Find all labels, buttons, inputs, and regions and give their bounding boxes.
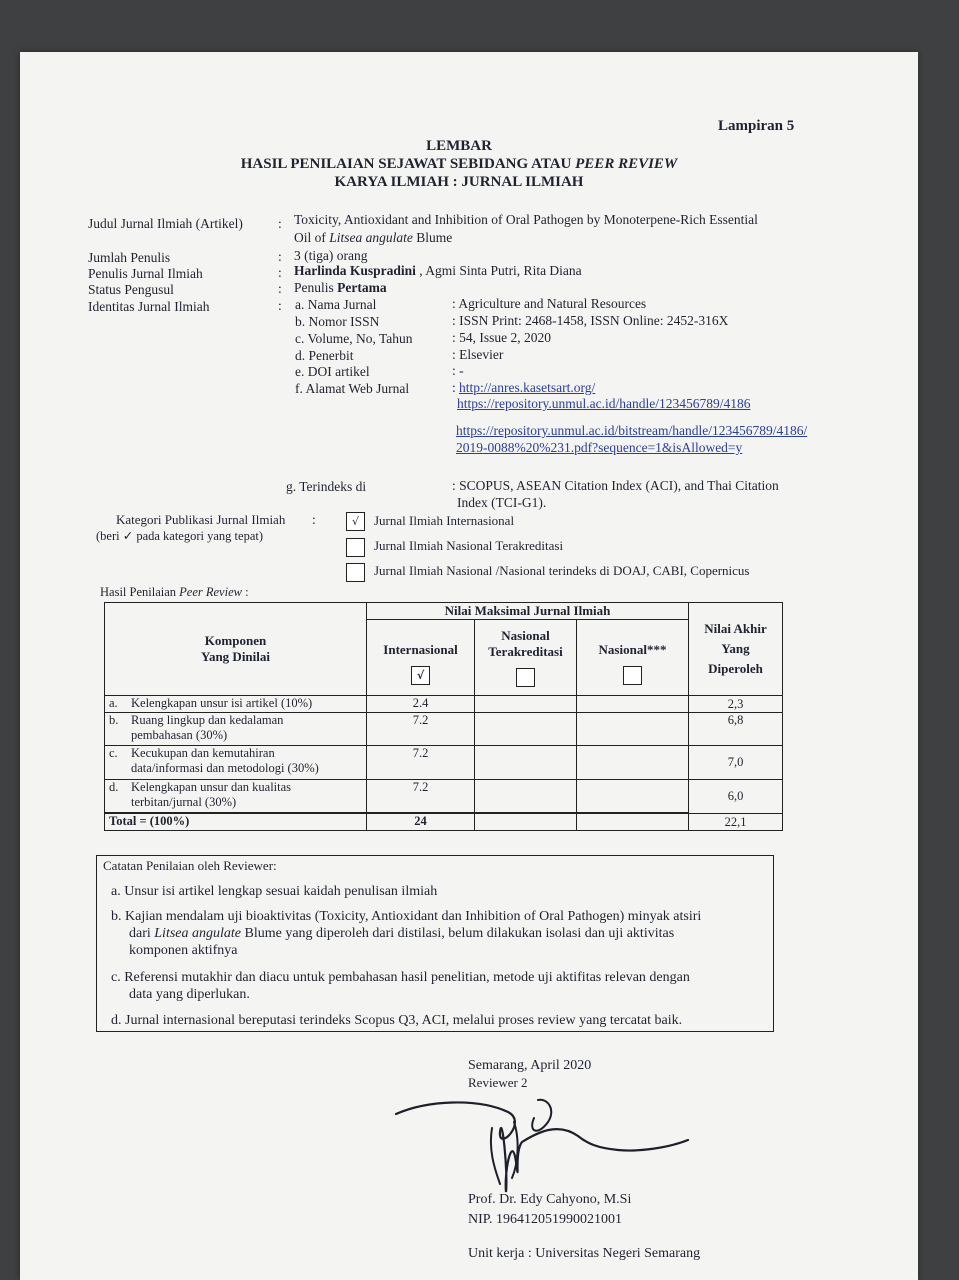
- reviewer-name: Prof. Dr. Edy Cahyono, M.Si: [468, 1192, 632, 1207]
- row-b-akhir: 6,8: [689, 713, 783, 746]
- kategori-label: Kategori Publikasi Jurnal Ilmiah: [116, 512, 286, 527]
- colon: :: [278, 281, 282, 296]
- identity-value-penerbit: : Elsevier: [452, 347, 504, 362]
- colon: :: [278, 249, 282, 264]
- title-hasil-text: HASIL PENILAIAN SEJAWAT SEBIDANG ATAU: [240, 156, 576, 172]
- reviewer-nip: NIP. 196412051990021001: [468, 1212, 623, 1227]
- penulis-utama: Harlinda Kuspradini: [294, 263, 416, 278]
- web-link-anres[interactable]: http://anres.kasetsart.org/: [459, 380, 596, 395]
- row-a-akhir: 2,3: [689, 696, 783, 713]
- document-page: [20, 52, 918, 1280]
- kategori-colon: :: [312, 512, 316, 527]
- checkbox-nasional[interactable]: [623, 666, 642, 685]
- kategori-option-nasional-terakreditasi: Jurnal Ilmiah Nasional Terakreditasi: [374, 538, 564, 553]
- title-lembar: LEMBAR: [426, 138, 492, 154]
- kategori-option-nasional-terindeks: Jurnal Ilmiah Nasional /Nasional terindeks di DOAJ, CABI, Copernicus: [374, 563, 750, 578]
- identity-value-issn: : ISSN Print: 2468-1458, ISSN Online: 2452-316X: [452, 313, 729, 328]
- identity-value-doi: : -: [452, 363, 464, 378]
- penulis-label: Penulis Jurnal Ilmiah: [88, 266, 203, 281]
- catatan-box: [96, 855, 774, 1032]
- judul-value-line2: [294, 230, 452, 246]
- judul-label: Judul Jurnal Ilmiah (Artikel): [88, 216, 243, 231]
- catatan-c-line2: data yang diperlukan.: [129, 987, 250, 1002]
- title-hasil-penilaian: [20, 156, 898, 173]
- row-c-no: c.: [109, 746, 118, 760]
- total-label: Total = (100%): [105, 813, 367, 831]
- catatan-b: [111, 908, 761, 959]
- row-b-nasional: [577, 713, 689, 746]
- identity-value-web-colon: :: [452, 380, 456, 395]
- title-peer-review: PEER REVIEW: [575, 156, 678, 172]
- row-d-internasional: 7.2: [367, 780, 475, 814]
- total-nasional-terakreditasi: [475, 813, 577, 831]
- row-b-internasional: 7.2: [367, 713, 475, 746]
- title-karya-ilmiah: KARYA ILMIAH : JURNAL ILMIAH: [334, 174, 584, 190]
- header-komponen: [105, 603, 367, 696]
- score-table: [104, 602, 783, 831]
- row-d-text1: Kelengkapan unsur dan kualitas: [131, 780, 292, 794]
- status-label: Status Pengusul: [88, 282, 174, 297]
- catatan-d: d. Jurnal internasional bereputasi terindeks Scopus Q3, ACI, melalui proses review yang tercatat baik.: [111, 1013, 683, 1028]
- total-akhir: 22,1: [689, 813, 783, 831]
- row-c-internasional: 7.2: [367, 746, 475, 780]
- identity-label-web: f. Alamat Web Jurnal: [295, 381, 410, 396]
- catatan-title: Catatan Penilaian oleh Reviewer:: [103, 858, 277, 873]
- terindeks-value-line2: Index (TCI-G1).: [457, 495, 547, 510]
- reviewer-signature: [388, 1092, 698, 1202]
- header-nasional-terakreditasi: [475, 620, 577, 696]
- status-penulis: Penulis: [294, 280, 338, 295]
- hasil-penilaian-label: [100, 585, 249, 600]
- kategori-checkbox-nasional-terindeks[interactable]: [346, 563, 365, 582]
- row-a-komponen: [105, 696, 367, 713]
- identitas-label: Identitas Jurnal Ilmiah: [88, 299, 210, 314]
- row-a-internasional: 2.4: [367, 696, 475, 713]
- catatan-b-line2: [111, 925, 761, 942]
- header-nilai-akhir: [689, 603, 783, 696]
- table-row: [105, 696, 783, 713]
- header-internasional-label: Internasional: [383, 642, 458, 658]
- catatan-c-line1: c. Referensi mutakhir dan diacu untuk pembahasan hasil penelitian, metode uji aktifitas relevan dengan: [111, 970, 690, 985]
- row-d-no: d.: [109, 780, 119, 794]
- row-c-nasional-terakreditasi: [475, 746, 577, 780]
- catatan-b-species: Litsea angulate: [154, 926, 241, 941]
- identity-value-nama: : Agriculture and Natural Resources: [452, 296, 647, 311]
- kategori-checkbox-internasional[interactable]: √: [346, 512, 365, 531]
- header-akhir-line1: Nilai Akhir: [704, 621, 767, 636]
- header-akhir-line2: Yang: [721, 641, 750, 656]
- row-b-text2: pembahasan (30%): [131, 728, 228, 742]
- lampiran-label: Lampiran 5: [718, 118, 795, 134]
- row-c-text2: data/informasi dan metodologi (30%): [131, 761, 319, 775]
- catatan-a: a. Unsur isi artikel lengkap sesuai kaidah penulisan ilmiah: [111, 884, 438, 899]
- penulis-value: [294, 263, 582, 279]
- header-internasional: [367, 620, 475, 696]
- header-nilai-maksimal: Nilai Maksimal Jurnal Ilmiah: [367, 603, 689, 620]
- colon: :: [278, 298, 282, 313]
- row-a-text: Kelengkapan unsur isi artikel (10%): [131, 696, 313, 710]
- web-link-repository-pdf-line1[interactable]: https://repository.unmul.ac.id/bitstream/handle/123456789/4186/: [456, 423, 808, 438]
- row-b-komponen: [105, 713, 367, 746]
- row-a-no: a.: [109, 696, 118, 710]
- row-d-nasional: [577, 780, 689, 814]
- status-pertama: Pertama: [337, 280, 387, 295]
- row-c-komponen: [105, 746, 367, 780]
- header-row-1: [105, 603, 783, 620]
- catatan-b-line1: b. Kajian mendalam uji bioaktivitas (Toxicity, Antioxidant dan Inhibition of Oral Pathogen) minyak atsiri: [111, 909, 702, 924]
- row-b-text1: Ruang lingkup dan kedalaman: [131, 713, 284, 727]
- header-nasional-line1: Nasional: [501, 628, 550, 644]
- colon: :: [278, 265, 282, 280]
- reviewer-label: Reviewer 2: [468, 1075, 528, 1090]
- penulis-lain: , Agmi Sinta Putri, Rita Diana: [415, 263, 582, 278]
- hasil-colon: :: [241, 585, 249, 599]
- row-c-nasional: [577, 746, 689, 780]
- identity-label-penerbit: d. Penerbit: [295, 348, 354, 363]
- header-komponen-line2: Yang Dinilai: [201, 649, 270, 664]
- header-akhir-line3: Diperoleh: [708, 661, 763, 676]
- table-row: [105, 746, 783, 780]
- row-a-nasional: [577, 696, 689, 713]
- header-komponen-line1: Komponen: [204, 633, 267, 648]
- checkbox-nasional-terakreditasi[interactable]: [516, 668, 535, 687]
- identity-value-volume: : 54, Issue 2, 2020: [452, 330, 551, 345]
- judul-oil-of: Oil of: [294, 230, 330, 245]
- row-b-no: b.: [109, 713, 119, 727]
- row-d-text2: terbitan/jurnal (30%): [131, 795, 237, 809]
- place-date: Semarang, April 2020: [468, 1058, 592, 1073]
- catatan-b-dari: dari: [129, 926, 155, 941]
- total-internasional: 24: [367, 813, 475, 831]
- colon: :: [278, 216, 282, 231]
- kategori-option-internasional: Jurnal Ilmiah Internasional: [374, 513, 515, 528]
- row-d-nasional-terakreditasi: [475, 780, 577, 814]
- header-nasional-line2: Terakreditasi: [488, 644, 563, 660]
- row-c-akhir: 7,0: [689, 746, 783, 780]
- judul-blume: Blume: [412, 230, 453, 245]
- total-row: [105, 813, 783, 831]
- status-value: [294, 280, 387, 296]
- identity-label-nama: a. Nama Jurnal: [295, 297, 377, 312]
- row-b-nasional-terakreditasi: [475, 713, 577, 746]
- identity-label-doi: e. DOI artikel: [295, 364, 370, 379]
- hasil-peer-review: Peer Review: [179, 585, 242, 599]
- identity-label-issn: b. Nomor ISSN: [295, 314, 380, 329]
- jumlah-value: 3 (tiga) orang: [294, 248, 368, 263]
- catatan-c: [111, 969, 761, 1003]
- table-row: [105, 780, 783, 814]
- judul-value-line1: Toxicity, Antioxidant and Inhibition of Oral Pathogen by Monoterpene-Rich Essential: [294, 212, 758, 227]
- terindeks-value-line1: : SCOPUS, ASEAN Citation Index (ACI), and Thai Citation: [452, 478, 779, 493]
- total-nasional: [577, 813, 689, 831]
- reviewer-unit: Unit kerja : Universitas Negeri Semarang: [468, 1246, 701, 1261]
- judul-species: Litsea angulate: [329, 230, 413, 245]
- checkbox-internasional[interactable]: √: [411, 666, 430, 685]
- hasil-penilaian-text: Hasil Penilaian: [100, 585, 180, 599]
- web-link-repository-handle[interactable]: https://repository.unmul.ac.id/handle/123456789/4186: [457, 396, 751, 411]
- kategori-checkbox-nasional-terakreditasi[interactable]: [346, 538, 365, 557]
- catatan-b-line3: komponen aktifnya: [129, 943, 238, 958]
- identity-label-volume: c. Volume, No, Tahun: [295, 331, 413, 346]
- catatan-b-rest: Blume yang diperoleh dari distilasi, belum dilakukan isolasi dan uji aktivitas: [241, 926, 675, 941]
- row-d-akhir: 6,0: [689, 780, 783, 814]
- table-row: [105, 713, 783, 746]
- header-nasional: [577, 620, 689, 696]
- row-c-text1: Kecukupan dan kemutahiran: [131, 746, 275, 760]
- kategori-hint: (beri ✓ pada kategori yang tepat): [96, 529, 263, 543]
- header-nasional3-label: Nasional***: [598, 642, 667, 658]
- terindeks-label: g. Terindeks di: [286, 479, 367, 494]
- web-link-repository-pdf-line2[interactable]: 2019-0088%20%231.pdf?sequence=1&isAllowed=y: [456, 440, 743, 455]
- jumlah-label: Jumlah Penulis: [88, 250, 171, 265]
- row-a-nasional-terakreditasi: [475, 696, 577, 713]
- row-d-komponen: [105, 780, 367, 814]
